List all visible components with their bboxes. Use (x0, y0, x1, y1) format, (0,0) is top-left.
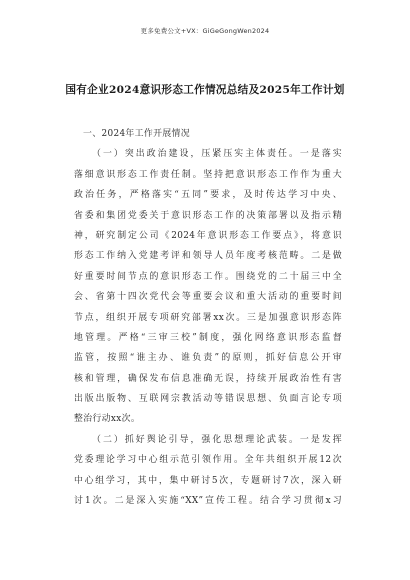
text-line: （二）抓好舆论引导，强化思想理论武装。一是发挥 (92, 434, 342, 445)
text-line: 出版出版物、互联网宗教活动等错误思想、负面言论专项 (74, 394, 342, 405)
text-line: 省委和集团党委关于意识形态工作的决策部署以及指示精 (74, 210, 342, 221)
text-line: 会、省第十四次党代会等重要会议和重大活动的重要时间 (74, 292, 342, 303)
document-title: 国有企业2024意识形态工作情况总结及2025年工作计划 (65, 84, 345, 96)
text-line: 形态工作纳入党建考评和领导人员年度考核范畴。二是做 (74, 251, 342, 262)
text-line: 落细意识形态工作责任制。坚持把意识形态工作作为重大 (74, 169, 342, 180)
header-note: 更多免费公文+VX：GiGeGongWen2024 (140, 27, 270, 35)
text-line: 好重要时间节点的意识形态工作。围绕党的二十届三中全 (74, 271, 342, 282)
text-line: 整治行动xx次。 (74, 414, 141, 425)
text-line: 地管理。严格“三审三校”制度，强化网络意识形态监督 (74, 332, 342, 343)
text-line: 中心组学习，其中，集中研讨5次，专题研讨7次，深入研 (74, 475, 342, 486)
text-line: 核和管理，确保发布信息准确无误，持续开展政治性有害 (74, 373, 342, 384)
text-line: 神，研究制定公司《2024年意识形态工作要点》，将意识 (74, 230, 342, 241)
text-line: （一）突出政治建设，压紧压实主体责任。一是落实 (92, 149, 342, 160)
text-line: 监管，按照“谁主办、谁负责”的原则，抓好信息公开审 (74, 353, 342, 364)
text-line: 政治任务，严格落实“五同”要求，及时传达学习中央、 (74, 190, 342, 201)
document-body (74, 124, 342, 511)
section-heading: 一、2024年工作开展情况 (83, 129, 191, 139)
text-line: 讨1次。二是深入实施“XX”宣传工程。结合学习贯彻x习 (74, 496, 342, 507)
text-line: 党委理论学习中心组示范引领作用。全年共组织开展12次 (74, 455, 342, 466)
text-line: 节点，组织开展专项研究部署xx次。三是加强意识形态阵 (74, 312, 342, 323)
